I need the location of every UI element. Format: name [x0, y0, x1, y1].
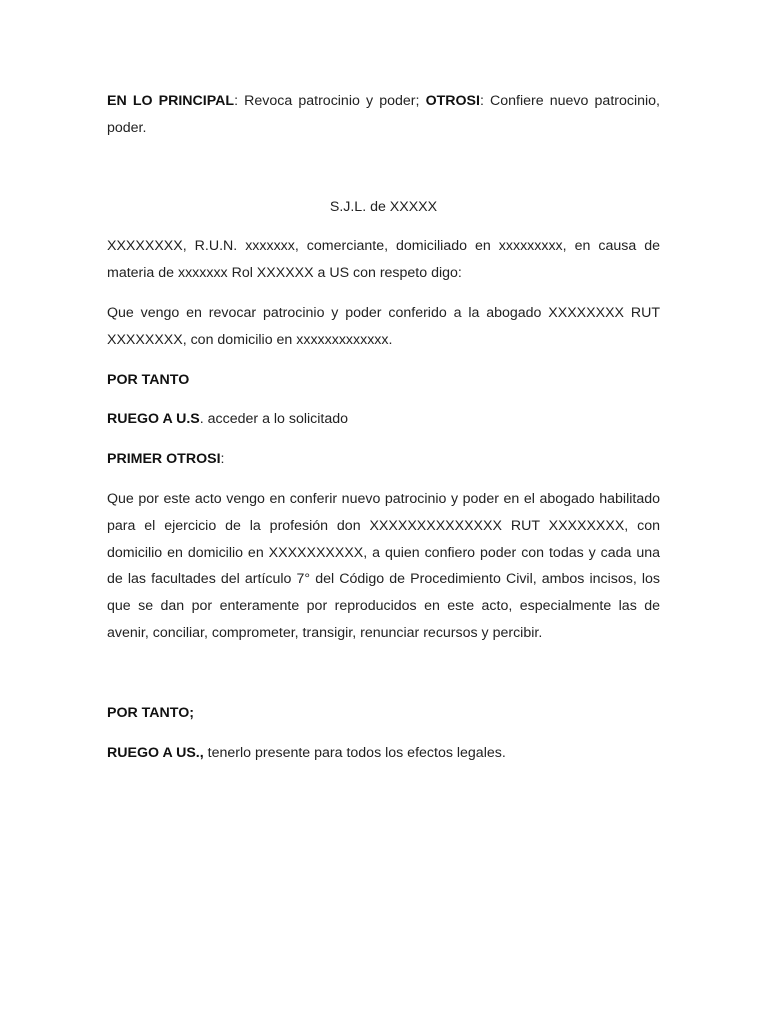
por-tanto-label: POR TANTO — [107, 371, 190, 388]
otrosi-text: : Confiere nuevo patrocinio, poder. — [107, 93, 660, 136]
primer-otrosi-colon: : — [220, 451, 225, 468]
por-tanto-heading-2 — [107, 700, 660, 727]
principal-text: : Revoca patrocinio y poder; — [234, 93, 426, 109]
document-header — [107, 88, 660, 142]
otrosi-label: OTROSI — [425, 93, 480, 109]
por-tanto-heading — [107, 367, 660, 394]
principal-label: EN LO PRINCIPAL — [107, 93, 235, 109]
primer-otrosi-label: PRIMER OTROSI — [107, 451, 221, 468]
revoca-paragraph: Que vengo en revocar patrocinio y poder conferido a la abogado XXXXXXXX RUT XXXXXXXX, con domicilio en xxxxxxxxxxxxx. — [107, 304, 660, 348]
court-addressee: S.J.L. de XXXXX — [329, 198, 438, 215]
ruego-paragraph-2 — [107, 740, 660, 767]
ruego-label-2: RUEGO A US., — [107, 744, 204, 761]
ruego-paragraph — [107, 406, 660, 433]
primer-otrosi-heading — [107, 446, 660, 473]
patrocinio-paragraph: Que por este acto vengo en conferir nuevo patrocinio y poder en el abogado habilitado para el ejercicio de la profesión don XXXXXXXXXXXXXX RUT XXXXXXXX, con domicilio en domicilio en XXXXXXXXXX, a quien confiero poder con todas y cada una de las facultades del artículo 7° del Código de Procedimiento Civil, ambos incisos, los que se dan por enteramente por reproducidos en este acto, especialmente las de avenir, conciliar, comprometer, transigir, renunciar recursos y percibir. — [107, 490, 660, 641]
por-tanto-label-2: POR TANTO; — [107, 704, 194, 721]
intro-paragraph: XXXXXXXX, R.U.N. xxxxxxx, comerciante, domiciliado en xxxxxxxxx, en causa de materia de xxxxxxx Rol XXXXXX a US con respeto digo: — [107, 238, 660, 282]
legal-document — [107, 88, 660, 766]
ruego-text-2: tenerlo presente para todos los efectos legales. — [203, 744, 506, 761]
ruego-label: RUEGO A U.S — [107, 411, 200, 428]
ruego-text: . acceder a lo solicitado — [199, 411, 349, 428]
